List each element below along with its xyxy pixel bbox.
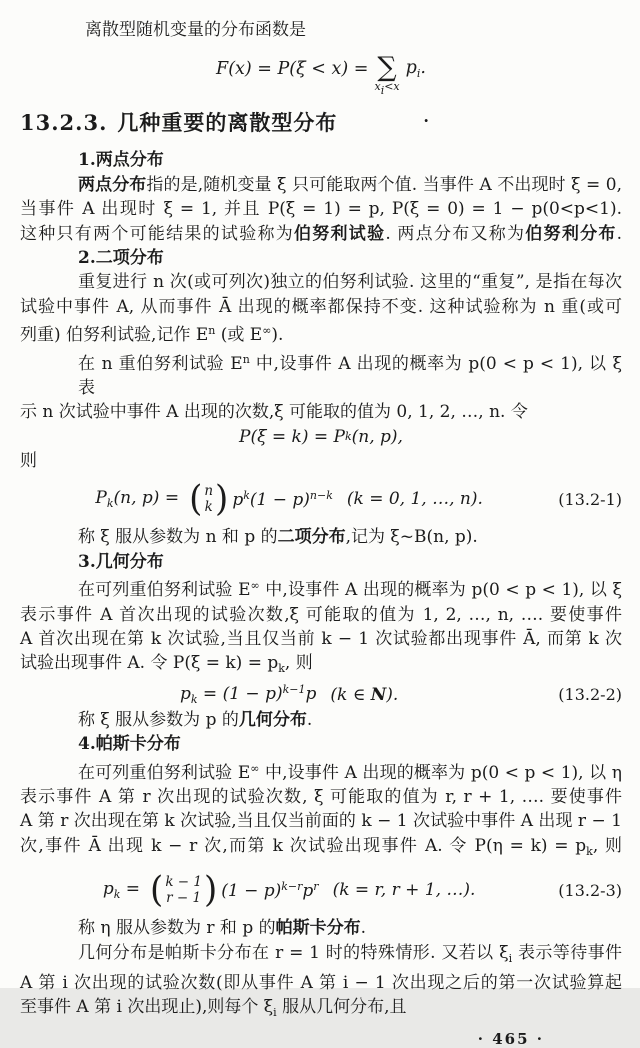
formula-rhs: $(1 - p)^{k-r}p^r$ xyxy=(221,879,319,901)
formula-rhs: $p^k(1 - p)^{n-k}$ xyxy=(232,488,333,510)
summation-subscript: xi<x xyxy=(374,79,400,97)
formula-rhs: $p_i$. xyxy=(405,58,426,81)
summation-symbol xyxy=(374,51,400,97)
paragraph-line: 两点分布指的是,随机变量 ξ 只可能取两个值. 当事件 A 不出现时 ξ = 0, xyxy=(78,174,623,195)
paragraph-line: 这种只有两个可能结果的试验称为伯努利试验. 两点分布又称为伯努利分布. xyxy=(20,223,623,244)
section-title: 几种重要的离散型分布 xyxy=(117,110,338,136)
binom-top: k − 1 xyxy=(165,874,202,891)
paragraph-line: A 首次出现在第 k 次试验,当且仅当前 k − 1 次试验都出现事件 Ā, 而第 k 次 xyxy=(20,628,622,649)
binom-bottom: k xyxy=(204,499,213,516)
binom-paren-open: ( xyxy=(189,478,203,521)
paragraph-line: 表示事件 A 首次出现的试验次数,ξ 可能取的值为 1, 2, …, n, …. 要使事件 xyxy=(20,604,622,625)
binom-paren-close: ) xyxy=(203,869,218,912)
formula-condition: (k ∈ N). xyxy=(330,684,399,705)
equation-pk-definition: P(ξ = k) = P k (n, p), xyxy=(239,426,403,447)
subsection-heading-pascal: 4.帕斯卡分布 xyxy=(78,734,181,755)
binomial-coefficient xyxy=(189,478,229,521)
equation-binomial-distribution xyxy=(20,477,622,521)
binom-top: n xyxy=(204,483,214,500)
scan-artifact-dot: · xyxy=(423,111,430,131)
formula-lhs: F(x) = P(ξ < x) = xyxy=(216,59,369,80)
subsection-heading-two-point: 1.两点分布 xyxy=(78,150,164,171)
binom-paren-open: ( xyxy=(150,869,164,912)
formula-body xyxy=(20,478,558,521)
then-connector: 则 xyxy=(20,450,37,471)
paragraph-line: 试验中事件 A, 从而事件 Ā 出现的概率都保持不变. 这种试验称为 n 重(或可 xyxy=(20,296,622,317)
formula-lhs: $P_k(n$, p) = xyxy=(95,488,180,511)
paragraph-line: 称 ξ 服从参数为 p 的几何分布. xyxy=(78,709,313,730)
section-heading xyxy=(20,106,622,136)
formula-lhs: $p_k = (1 - p)^{k-1}p$ xyxy=(179,683,317,707)
subsection-heading-binomial: 2.二项分布 xyxy=(78,248,164,269)
subsection-heading-geometric: 3.几何分布 xyxy=(78,551,164,572)
formula-body xyxy=(20,869,558,912)
paragraph-line: 称 ξ 服从参数为 n 和 p 的二项分布,记为 ξ~B(n, p). xyxy=(78,527,478,548)
paragraph-line: 几何分布是帕斯卡分布在 r = 1 时的特殊情形. 又若以 $\xi_i$ 表示等待事件 xyxy=(78,942,622,965)
formula-body xyxy=(20,683,558,706)
formula-lhs: $p_k$ = xyxy=(102,879,141,902)
equation-number: (13.2-1) xyxy=(558,489,622,509)
formula-condition: (k = 0, 1, …, n). xyxy=(346,489,483,510)
binom-paren-close: ) xyxy=(215,478,229,521)
paragraph-line: 在 n 重伯努利试验 $E^n$ 中,设事件 A 出现的概率为 p(0 < p < 1), 以 ξ 表 xyxy=(78,352,622,399)
paragraph-line: A 第 r 次出现在第 k 次试验,当且仅当前面的 k − 1 次试验中事件 A 出现 r − 1 xyxy=(20,811,622,832)
sigma-glyph: ∑ xyxy=(377,51,397,83)
page-number: · 465 · xyxy=(477,1029,544,1048)
binom-bottom: r − 1 xyxy=(166,890,202,907)
equation-distribution-function xyxy=(20,52,622,98)
paragraph-line: A 第 i 次出现的试验次数(即从事件 A 第 i − 1 次出现之后的第一次试验算起 xyxy=(20,972,622,993)
paragraph-line: 在可列重伯努利试验 E∞ 中,设事件 A 出现的概率为 p(0 < p < 1), 以 ξ xyxy=(78,579,622,601)
paragraph-line: 当事件 A 出现时 ξ = 1, 并且 P(ξ = 1) = p, P(ξ = 0) = 1 − p(0<p<1). xyxy=(20,199,622,220)
paragraph-line: 重复进行 n 次(或可列次)独立的伯努利试验. 这里的“重复”, 是指在每次 xyxy=(78,272,622,293)
binomial-coefficient xyxy=(150,869,218,912)
equation-pascal-distribution xyxy=(20,868,622,912)
paragraph-line: 至事件 A 第 i 次出现止),则每个 $\xi_i$ 服从几何分布,且 xyxy=(20,997,407,1020)
equation-geometric-distribution xyxy=(20,682,622,708)
paragraph-line: 试验出现事件 A. 令 $P(\xi = k) = p_k$, 则 xyxy=(20,653,313,676)
equation-number: (13.2-2) xyxy=(558,685,622,705)
paragraph-line: 列重) 伯努利试验,记作 $E^n$ (或 E∞). xyxy=(20,324,284,346)
equation-number: (13.2-3) xyxy=(558,880,622,900)
paragraph-line: 在可列重伯努利试验 E∞ 中,设事件 A 出现的概率为 p(0 < p < 1), 以 η xyxy=(78,761,622,783)
formula-condition: (k = r, r + 1, …). xyxy=(332,880,476,901)
paragraph-line: 表示事件 A 第 r 次出现的试验次数, ξ 可能取的值为 r, r + 1, …. 要使事件 xyxy=(20,786,622,807)
paragraph-line: 称 η 服从参数为 r 和 p 的帕斯卡分布. xyxy=(78,918,367,939)
intro-line: 离散型随机变量的分布函数是 xyxy=(85,20,306,40)
paragraph-line: 次,事件 Ā 出现 k − r 次,而第 k 次试验出现事件 A. 令 $P(\eta = k) = p_k$, 则 xyxy=(20,835,622,858)
paragraph-line: 示 n 次试验中事件 A 出现的次数,ξ 可能取的值为 0, 1, 2, …, n. 令 xyxy=(20,402,528,423)
section-number: 13.2.3. xyxy=(20,110,108,136)
